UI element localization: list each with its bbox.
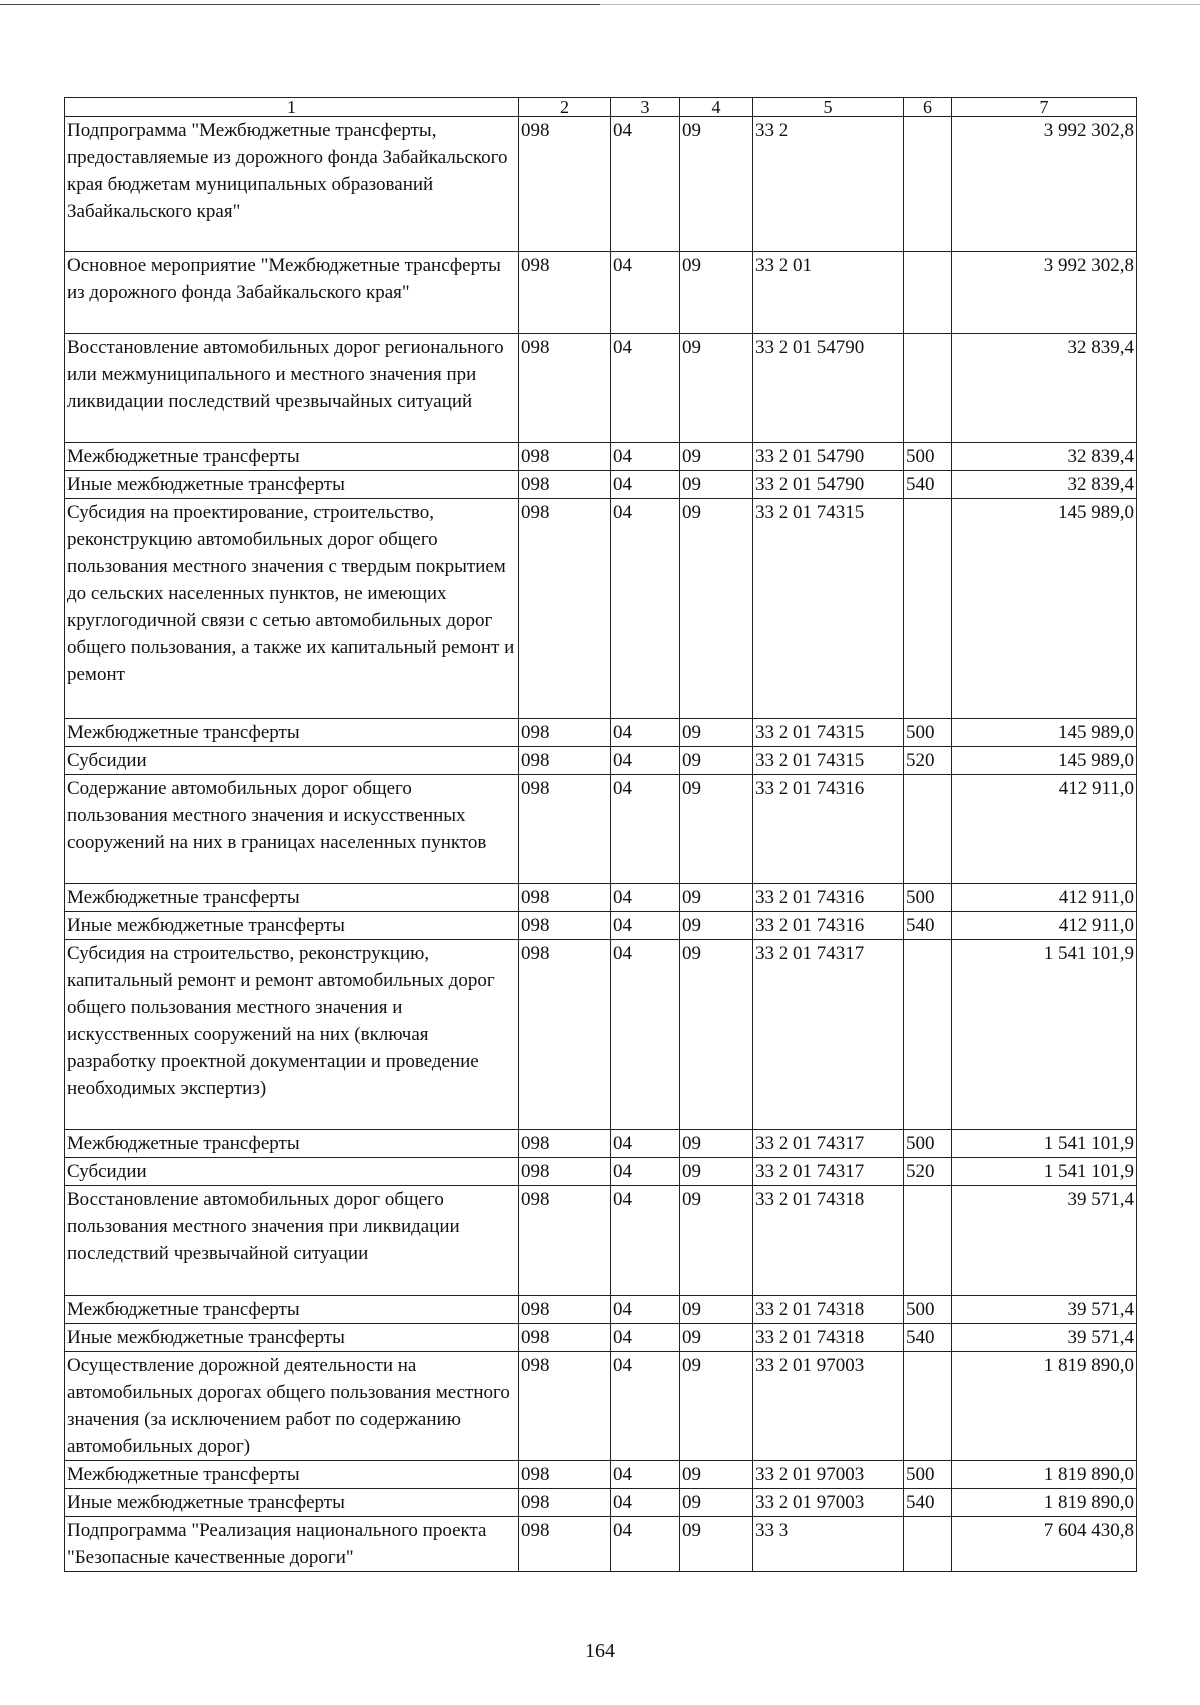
row-subsection: 09	[680, 117, 753, 252]
row-type: 500	[904, 1296, 952, 1324]
table-row	[65, 471, 1137, 499]
row-target: 33 2 01 74316	[753, 775, 904, 884]
row-name: Иные межбюджетные трансферты	[65, 1324, 519, 1352]
row-target: 33 2 01 74318	[753, 1324, 904, 1352]
row-subsection: 09	[680, 471, 753, 499]
row-name: Субсидии	[65, 747, 519, 775]
row-admin: 098	[519, 719, 611, 747]
row-target: 33 2 01 74317	[753, 940, 904, 1130]
col-header-2: 2	[519, 98, 611, 117]
table-row	[65, 884, 1137, 912]
row-subsection: 09	[680, 1489, 753, 1517]
row-target: 33 2 01 97003	[753, 1461, 904, 1489]
table-row	[65, 334, 1137, 443]
row-subsection: 09	[680, 775, 753, 884]
row-subsection: 09	[680, 1461, 753, 1489]
col-header-5: 5	[753, 98, 904, 117]
row-target: 33 2 01 97003	[753, 1352, 904, 1461]
row-type: 540	[904, 1324, 952, 1352]
row-target: 33 2 01 54790	[753, 443, 904, 471]
row-admin: 098	[519, 1296, 611, 1324]
row-name: Межбюджетные трансферты	[65, 1130, 519, 1158]
row-type	[904, 252, 952, 334]
row-amount: 1 541 101,9	[952, 940, 1137, 1130]
row-section: 04	[611, 940, 680, 1130]
row-target: 33 2 01 74318	[753, 1186, 904, 1296]
row-admin: 098	[519, 1352, 611, 1461]
row-type	[904, 940, 952, 1130]
row-type: 520	[904, 1158, 952, 1186]
table-row	[65, 499, 1137, 719]
row-target: 33 2 01 74318	[753, 1296, 904, 1324]
row-amount: 145 989,0	[952, 719, 1137, 747]
row-name: Восстановление автомобильных дорог общего пользования местного значения при ликвидации последствий чрезвычайной ситуации	[65, 1186, 519, 1296]
row-subsection: 09	[680, 1158, 753, 1186]
row-type: 500	[904, 1461, 952, 1489]
row-admin: 098	[519, 443, 611, 471]
table-row	[65, 117, 1137, 252]
row-section: 04	[611, 499, 680, 719]
row-target: 33 2 01 74315	[753, 719, 904, 747]
row-amount: 145 989,0	[952, 499, 1137, 719]
row-admin: 098	[519, 1461, 611, 1489]
row-section: 04	[611, 334, 680, 443]
row-subsection: 09	[680, 1186, 753, 1296]
row-section: 04	[611, 471, 680, 499]
row-type: 540	[904, 1489, 952, 1517]
row-amount: 32 839,4	[952, 443, 1137, 471]
top-rule-faint	[600, 4, 1200, 5]
row-subsection: 09	[680, 747, 753, 775]
row-subsection: 09	[680, 912, 753, 940]
row-target: 33 2 01 74317	[753, 1158, 904, 1186]
row-amount: 145 989,0	[952, 747, 1137, 775]
row-admin: 098	[519, 940, 611, 1130]
row-amount: 39 571,4	[952, 1186, 1137, 1296]
budget-table	[64, 97, 1137, 1572]
row-name: Межбюджетные трансферты	[65, 719, 519, 747]
row-section: 04	[611, 747, 680, 775]
row-amount: 3 992 302,8	[952, 117, 1137, 252]
row-type: 500	[904, 719, 952, 747]
row-section: 04	[611, 775, 680, 884]
table-row	[65, 252, 1137, 334]
row-type	[904, 1517, 952, 1572]
row-amount: 32 839,4	[952, 471, 1137, 499]
row-section: 04	[611, 1324, 680, 1352]
row-name: Субсидии	[65, 1158, 519, 1186]
row-amount: 3 992 302,8	[952, 252, 1137, 334]
row-type: 500	[904, 443, 952, 471]
row-subsection: 09	[680, 1324, 753, 1352]
row-target: 33 2 01 74316	[753, 884, 904, 912]
table-row	[65, 775, 1137, 884]
row-target: 33 2 01 74317	[753, 1130, 904, 1158]
row-subsection: 09	[680, 499, 753, 719]
col-header-7: 7	[952, 98, 1137, 117]
table-row	[65, 1352, 1137, 1461]
table-row	[65, 1186, 1137, 1296]
col-header-4: 4	[680, 98, 753, 117]
row-admin: 098	[519, 1158, 611, 1186]
table-row	[65, 912, 1137, 940]
row-subsection: 09	[680, 334, 753, 443]
row-subsection: 09	[680, 252, 753, 334]
row-target: 33 2 01 74315	[753, 499, 904, 719]
table-row	[65, 443, 1137, 471]
row-name: Иные межбюджетные трансферты	[65, 1489, 519, 1517]
row-section: 04	[611, 117, 680, 252]
row-subsection: 09	[680, 443, 753, 471]
row-name: Подпрограмма "Межбюджетные трансферты, предоставляемые из дорожного фонда Забайкальского края бюджетам муниципальных образований Забайкальского края"	[65, 117, 519, 252]
table-row	[65, 940, 1137, 1130]
table-row	[65, 1489, 1137, 1517]
row-admin: 098	[519, 117, 611, 252]
row-name: Межбюджетные трансферты	[65, 1461, 519, 1489]
row-amount: 412 911,0	[952, 775, 1137, 884]
row-type: 520	[904, 747, 952, 775]
row-type: 540	[904, 912, 952, 940]
row-amount: 1 541 101,9	[952, 1158, 1137, 1186]
row-type: 500	[904, 1130, 952, 1158]
row-amount: 32 839,4	[952, 334, 1137, 443]
table-row	[65, 1158, 1137, 1186]
row-subsection: 09	[680, 940, 753, 1130]
row-subsection: 09	[680, 719, 753, 747]
row-section: 04	[611, 252, 680, 334]
col-header-3: 3	[611, 98, 680, 117]
table-row	[65, 1324, 1137, 1352]
row-subsection: 09	[680, 1296, 753, 1324]
row-amount: 1 819 890,0	[952, 1489, 1137, 1517]
page-number: 164	[585, 1640, 615, 1662]
row-admin: 098	[519, 1517, 611, 1572]
row-section: 04	[611, 1158, 680, 1186]
row-type: 540	[904, 471, 952, 499]
row-admin: 098	[519, 252, 611, 334]
row-section: 04	[611, 1517, 680, 1572]
row-section: 04	[611, 1186, 680, 1296]
row-admin: 098	[519, 1489, 611, 1517]
row-amount: 1 541 101,9	[952, 1130, 1137, 1158]
row-type: 500	[904, 884, 952, 912]
row-admin: 098	[519, 884, 611, 912]
row-subsection: 09	[680, 1517, 753, 1572]
row-section: 04	[611, 1130, 680, 1158]
row-admin: 098	[519, 499, 611, 719]
row-name: Субсидия на строительство, реконструкцию, капитальный ремонт и ремонт автомобильных дорог общего пользования местного значения и искусственных сооружений на них (включая разработку проектной документации и проведение необходимых экспертиз)	[65, 940, 519, 1130]
row-type	[904, 117, 952, 252]
row-name: Субсидия на проектирование, строительство, реконструкцию автомобильных дорог общего пользования местного значения с твердым покрытием до сельских населенных пунктов, не имеющих круглогодичной связи с сетью автомобильных дорог общего пользования, а также их капитальный ремонт и ремонт	[65, 499, 519, 719]
row-target: 33 2 01 74315	[753, 747, 904, 775]
row-amount: 39 571,4	[952, 1296, 1137, 1324]
row-target: 33 2 01 54790	[753, 471, 904, 499]
row-admin: 098	[519, 471, 611, 499]
row-name: Межбюджетные трансферты	[65, 884, 519, 912]
table-row	[65, 719, 1137, 747]
row-admin: 098	[519, 747, 611, 775]
row-target: 33 2 01 97003	[753, 1489, 904, 1517]
row-admin: 098	[519, 1130, 611, 1158]
row-name: Межбюджетные трансферты	[65, 443, 519, 471]
row-admin: 098	[519, 775, 611, 884]
row-subsection: 09	[680, 1352, 753, 1461]
row-amount: 1 819 890,0	[952, 1461, 1137, 1489]
table-row	[65, 747, 1137, 775]
row-target: 33 2 01	[753, 252, 904, 334]
row-section: 04	[611, 884, 680, 912]
col-header-1: 1	[65, 98, 519, 117]
row-type	[904, 1352, 952, 1461]
table-row	[65, 1461, 1137, 1489]
row-section: 04	[611, 1461, 680, 1489]
table-row	[65, 1517, 1137, 1572]
row-amount: 412 911,0	[952, 912, 1137, 940]
row-section: 04	[611, 443, 680, 471]
row-type	[904, 334, 952, 443]
row-amount: 412 911,0	[952, 884, 1137, 912]
row-target: 33 2 01 54790	[753, 334, 904, 443]
table-row	[65, 1130, 1137, 1158]
header-row	[65, 98, 1137, 117]
row-name: Осуществление дорожной деятельности на автомобильных дорогах общего пользования местного значения (за исключением работ по содержанию автомобильных дорог)	[65, 1352, 519, 1461]
row-name: Иные межбюджетные трансферты	[65, 912, 519, 940]
row-admin: 098	[519, 912, 611, 940]
row-admin: 098	[519, 1186, 611, 1296]
row-name: Основное мероприятие "Межбюджетные трансферты из дорожного фонда Забайкальского края"	[65, 252, 519, 334]
row-name: Подпрограмма "Реализация национального проекта "Безопасные качественные дороги"	[65, 1517, 519, 1572]
row-section: 04	[611, 719, 680, 747]
row-name: Иные межбюджетные трансферты	[65, 471, 519, 499]
row-subsection: 09	[680, 884, 753, 912]
col-header-6: 6	[904, 98, 952, 117]
row-type	[904, 775, 952, 884]
row-subsection: 09	[680, 1130, 753, 1158]
row-amount: 7 604 430,8	[952, 1517, 1137, 1572]
row-name: Содержание автомобильных дорог общего пользования местного значения и искусственных сооружений на них в границах населенных пунктов	[65, 775, 519, 884]
row-target: 33 2 01 74316	[753, 912, 904, 940]
row-amount: 39 571,4	[952, 1324, 1137, 1352]
table-row	[65, 1296, 1137, 1324]
row-admin: 098	[519, 1324, 611, 1352]
row-section: 04	[611, 1489, 680, 1517]
row-amount: 1 819 890,0	[952, 1352, 1137, 1461]
row-section: 04	[611, 1352, 680, 1461]
row-name: Восстановление автомобильных дорог регионального или межмуниципального и местного значения при ликвидации последствий чрезвычайных ситуаций	[65, 334, 519, 443]
row-section: 04	[611, 1296, 680, 1324]
row-type	[904, 499, 952, 719]
row-target: 33 3	[753, 1517, 904, 1572]
row-section: 04	[611, 912, 680, 940]
row-name: Межбюджетные трансферты	[65, 1296, 519, 1324]
row-type	[904, 1186, 952, 1296]
top-rule	[0, 4, 600, 5]
row-target: 33 2	[753, 117, 904, 252]
row-admin: 098	[519, 334, 611, 443]
